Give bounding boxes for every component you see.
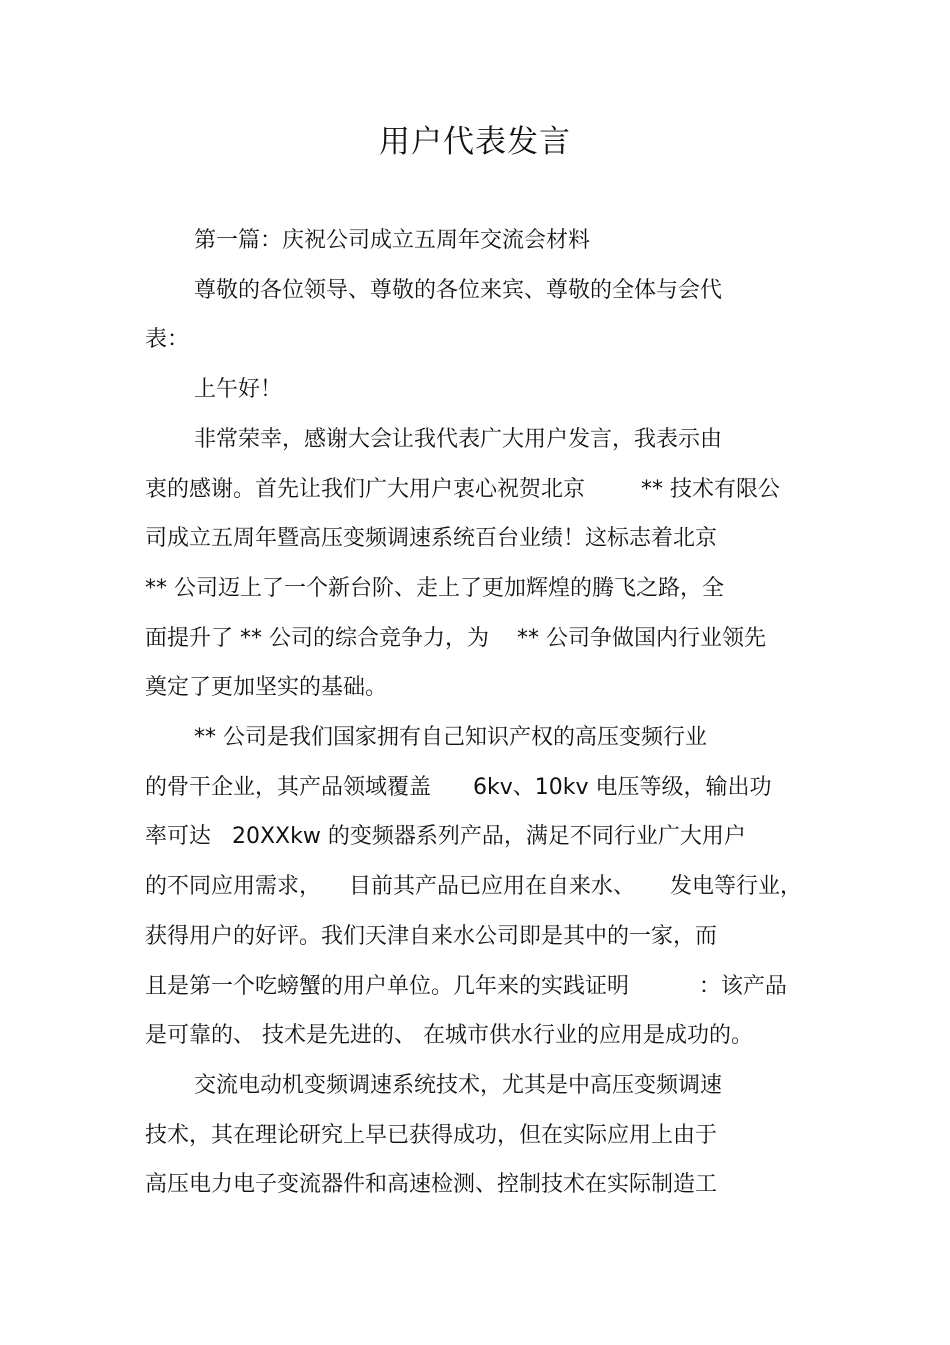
- paragraph-line: 获得用户的好评。我们天津自来水公司即是其中的一家，而: [145, 924, 718, 949]
- paragraph-line: 高压电力电子变流器件和高速检测、控制技术在实际制造工: [145, 1172, 718, 1197]
- paragraph-line: ** 公司迈上了一个新台阶、走上了更加辉煌的腾飞之路，全: [145, 576, 724, 601]
- paragraph-line: ** 公司是我们国家拥有自己知识产权的高压变频行业: [194, 725, 707, 750]
- paragraph-line: 表：: [145, 327, 190, 352]
- paragraph-line: 上午好！: [194, 377, 283, 402]
- paragraph-line: 率可达 20XXkw 的变频器系列产品，满足不同行业广大用户: [145, 824, 746, 849]
- paragraph-line: 的骨干企业，其产品领域覆盖 6kv、10kv 电压等级，输出功: [145, 775, 772, 800]
- paragraph-line: 尊敬的各位领导、尊敬的各位来宾、尊敬的全体与会代: [194, 278, 723, 303]
- paragraph-line: 司成立五周年暨高压变频调速系统百台业绩！这标志着北京: [145, 526, 718, 551]
- document-title: 用户代表发言: [379, 124, 571, 160]
- paragraph-line: 衷的感谢。首先让我们广大用户衷心祝贺北京 ** 技术有限公: [145, 477, 780, 502]
- paragraph-line: 面提升了 ** 公司的综合竞争力，为 ** 公司争做国内行业领先: [145, 626, 766, 651]
- paragraph-line: 第一篇：庆祝公司成立五周年交流会材料: [194, 228, 591, 253]
- paragraph-line: 非常荣幸，感谢大会让我代表广大用户发言，我表示由: [194, 427, 723, 452]
- paragraph-line: 技术，其在理论研究上早已获得成功，但在实际应用上由于: [145, 1123, 718, 1148]
- paragraph-line: 的不同应用需求， 目前其产品已应用在自来水、 发电等行业，: [145, 874, 802, 899]
- paragraph-line: 是可靠的、 技术是先进的、 在城市供水行业的应用是成功的。: [145, 1023, 753, 1048]
- paragraph-line: 交流电动机变频调速系统技术，尤其是中高压变频调速: [194, 1073, 723, 1098]
- paragraph-line: 且是第一个吃螃蟹的用户单位。几年来的实践证明 ：该产品: [145, 974, 787, 999]
- paragraph-line: 奠定了更加坚实的基础。: [145, 675, 388, 700]
